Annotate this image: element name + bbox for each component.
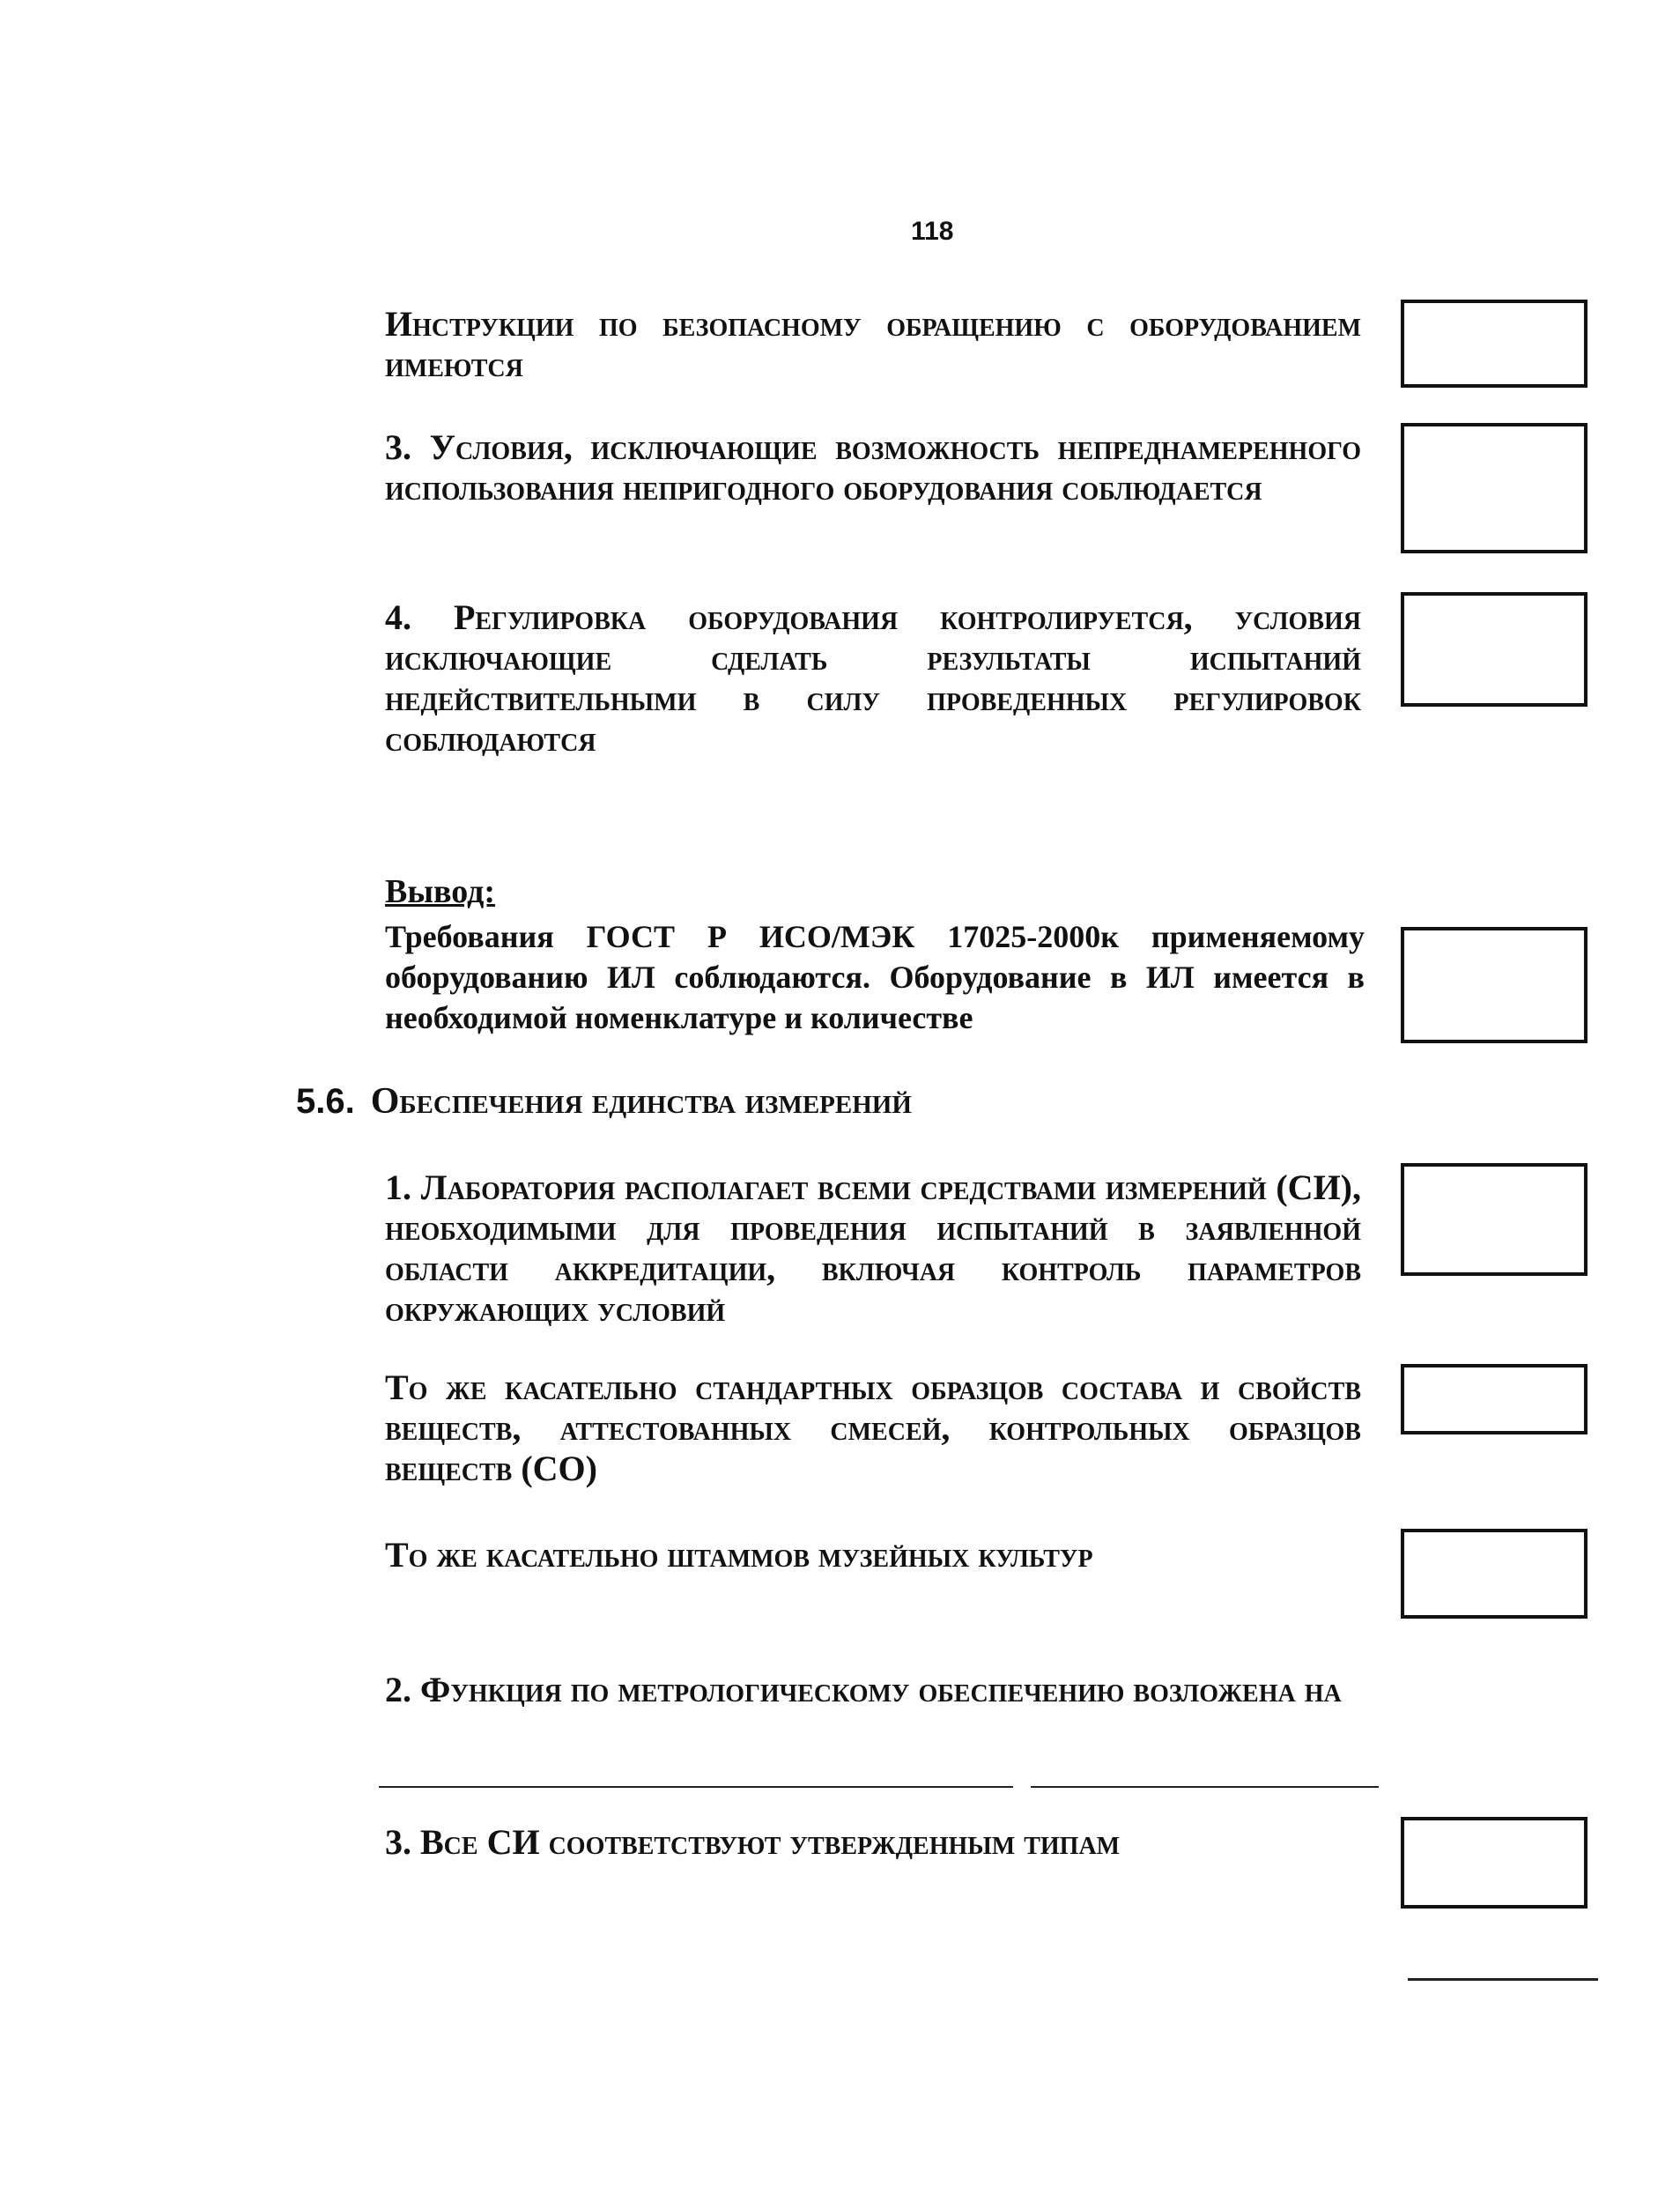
section-item-1-measuring-instruments: 1. Лаборатория располагает всеми средствами измерений (СИ), необходимыми для проведения испытаний в заявленной области аккредитации, включая контроль параметров окружающих условий (385, 1167, 1361, 1329)
conclusion-checkbox[interactable] (1401, 927, 1587, 1043)
fill-line-left[interactable] (379, 1786, 1013, 1788)
section-heading (296, 1080, 912, 1123)
section-number: 5.6. (296, 1082, 355, 1121)
instructions-checkbox[interactable] (1401, 300, 1587, 388)
conclusion-text: Требования ГОСТ Р ИСО/МЭК 17025-2000к применяемому оборудованию ИЛ соблюдаются. Оборудование в ИЛ имеется в необходимой номенклатуре и количестве (385, 919, 1365, 1035)
reference-materials-checkbox[interactable] (1401, 1364, 1587, 1434)
fill-line-right[interactable] (1031, 1786, 1379, 1788)
section-item-3-approved-types: 3. Все СИ соответствуют утвержденным типам (385, 1822, 1121, 1862)
item-4-checkbox[interactable] (1401, 592, 1587, 707)
section-title: Обеспечения единства измерений (370, 1081, 912, 1122)
item-3-checkbox[interactable] (1401, 423, 1587, 553)
item-3-conditions: 3. Условия, исключающие возможность непреднамеренного использования непригодного оборудования соблюдается (385, 427, 1361, 508)
section-item-reference-materials: То же касательно стандартных образцов состава и свойств веществ, аттестованных смесей, контрольных образцов веществ (СО) (385, 1368, 1361, 1488)
item-4-adjustment: 4. Регулировка оборудования контролируется, условия исключающие сделать результаты испытаний недействительными в силу проведенных регулировок соблюдаются (385, 597, 1361, 759)
section-item-1-checkbox[interactable] (1401, 1163, 1587, 1276)
page-number: 118 (911, 217, 954, 246)
instructions-item: Инструкции по безопасному обращению с оборудованием имеются (385, 304, 1361, 384)
section-item-2-metrology-function: 2. Функция по метрологическому обеспечению возложена на (385, 1670, 1342, 1709)
museum-cultures-checkbox[interactable] (1401, 1529, 1587, 1619)
bottom-right-line[interactable] (1408, 1978, 1598, 1981)
conclusion-title: Вывод: (385, 873, 496, 910)
approved-types-checkbox[interactable] (1401, 1817, 1587, 1909)
section-item-museum-cultures: То же касательно штаммов музейных культур (385, 1535, 1093, 1575)
